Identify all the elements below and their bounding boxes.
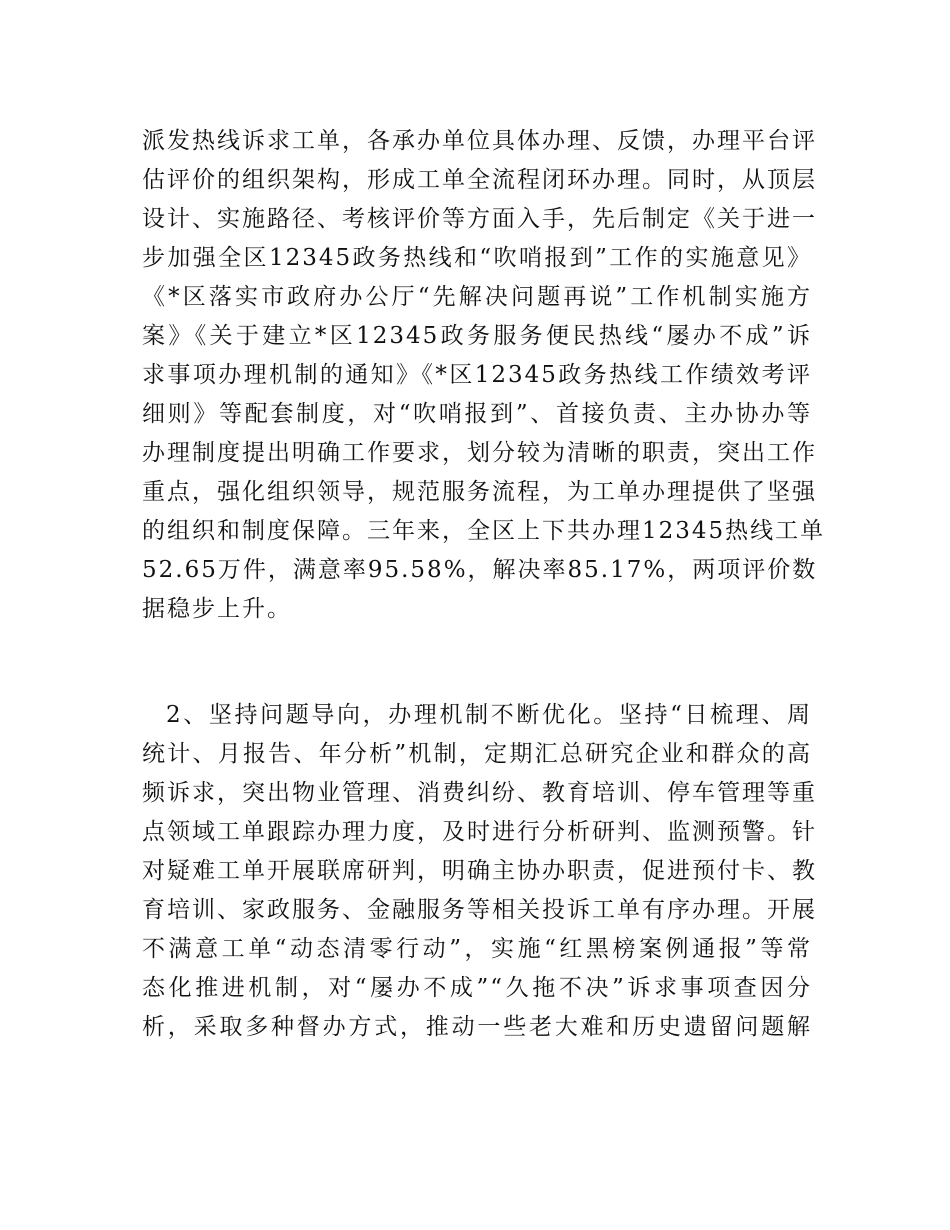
text-line: 据稳步上升。	[142, 596, 292, 622]
text-line: 统计、月报告、年分析”机制，定期汇总研究企业和群众的高	[142, 741, 812, 767]
text-line: 案》《关于建立*区12345政务服务便民热线“屡办不成”诉	[142, 323, 812, 349]
text-line: 派发热线诉求工单，各承办单位具体办理、反馈，办理平台评	[142, 128, 817, 154]
text-line: 设计、实施路径、考核评价等方面入手，先后制定《关于进一	[142, 206, 817, 232]
text-line: 对疑难工单开展联席研判，明确主协办职责，促进预付卡、教	[142, 858, 817, 884]
text-line: 态化推进机制，对“屡办不成”“久拖不决”诉求事项查因分	[142, 975, 812, 1001]
text-line: 估评价的组织架构，形成工单全流程闭环办理。同时，从顶层	[142, 167, 817, 193]
text-line: 52.65万件，满意率95.58%，解决率85.17%，两项评价数	[142, 557, 818, 583]
text-line: 2、坚持问题导向，办理机制不断优化。坚持“日梳理、周	[166, 702, 812, 728]
text-line: 育培训、家政服务、金融服务等相关投诉工单有序办理。开展	[142, 897, 817, 923]
text-line: 析，采取多种督办方式，推动一些老大难和历史遗留问题解	[142, 1014, 812, 1040]
paragraph-hotline-mechanism	[142, 122, 826, 629]
text-line: 求事项办理机制的通知》《*区12345政务热线工作绩效考评	[142, 362, 812, 388]
text-line: 点领域工单跟踪办理力度，及时进行分析研判、监测预警。针	[142, 819, 817, 845]
text-line: 办理制度提出明确工作要求，划分较为清晰的职责，突出工作	[142, 440, 817, 466]
paragraph-problem-oriented	[142, 696, 817, 1047]
text-line: 的组织和制度保障。三年来，全区上下共办理12345热线工单	[142, 518, 826, 544]
text-line: 步加强全区12345政务热线和“吹哨报到”工作的实施意见》	[142, 245, 812, 271]
text-line: 重点，强化组织领导，规范服务流程，为工单办理提供了坚强	[142, 479, 817, 505]
text-line: 《*区落实市政府办公厅“先解决问题再说”工作机制实施方	[142, 284, 812, 310]
text-line: 不满意工单“动态清零行动”，实施“红黑榜案例通报”等常	[142, 936, 812, 962]
text-line: 频诉求，突出物业管理、消费纠纷、教育培训、停车管理等重	[142, 780, 817, 806]
text-line: 细则》等配套制度，对“吹哨报到”、首接负责、主办协办等	[142, 401, 812, 427]
